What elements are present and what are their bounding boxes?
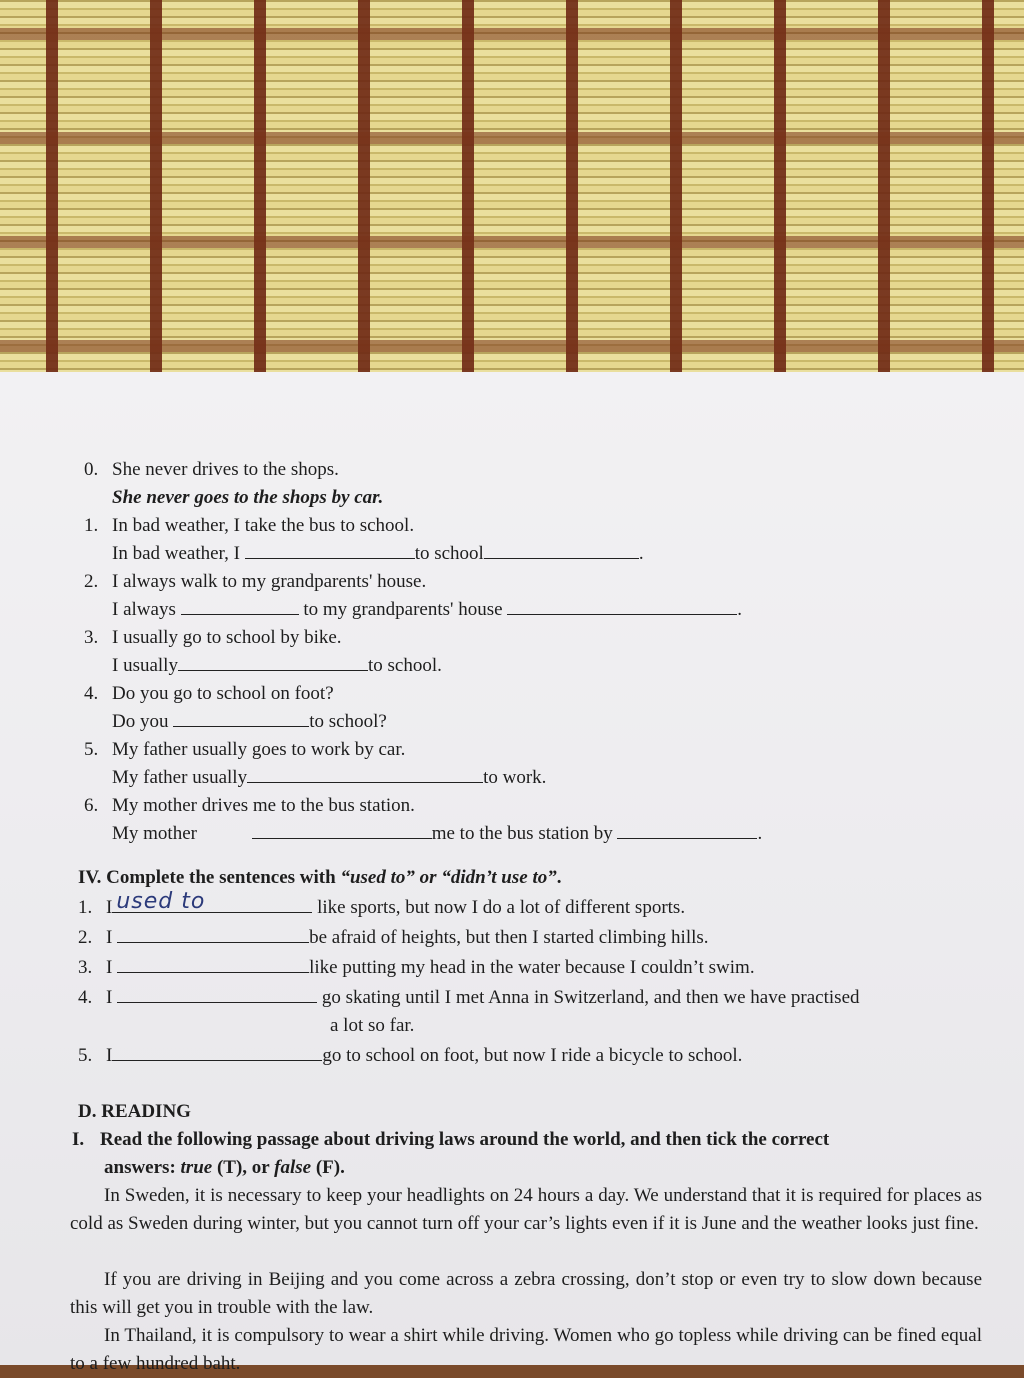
item-0-original: 0. She never drives to the shops.: [84, 459, 339, 480]
item-2-rewrite: I always to my grandparents' house .: [112, 596, 742, 624]
worksheet-page: [0, 372, 1024, 1374]
reading-paragraph-thailand: In Thailand, it is compulsory to wear a shirt while driving. Women who go topless while driving can be fined equal to a few hundred baht.: [70, 1325, 982, 1374]
iv-item-2: 2. I be afraid of heights, but then I started climbing hills.: [78, 924, 709, 952]
blank-1b[interactable]: [484, 540, 639, 559]
item-2-original: 2. I always walk to my grandparents' house.: [84, 571, 427, 592]
section-iv-heading: IV. Complete the sentences with “used to” or “didn’t use to”.: [78, 867, 562, 888]
reading-instruction-2: answers: true (T), or false (F).: [104, 1157, 345, 1178]
item-5-rewrite: My father usually to work.: [112, 764, 546, 792]
item-3-original: 3. I usually go to school by bike.: [84, 627, 342, 648]
iv-item-3: 3. I like putting my head in the water because I couldn’t swim.: [78, 954, 755, 982]
reading-paragraph-beijing: If you are driving in Beijing and you come across a zebra crossing, don’t stop or even try to slow down because this will get you in trouble with the law.: [70, 1269, 982, 1318]
blank-3[interactable]: [178, 652, 368, 671]
reading-instruction-1: I. Read the following passage about driving laws around the world, and then tick the correct: [72, 1129, 830, 1150]
iv-blank-4[interactable]: [117, 984, 317, 1003]
iv-item-4-cont: a lot so far.: [330, 1015, 415, 1036]
blank-1a[interactable]: [245, 540, 415, 559]
iv-item-1: 1. I used to like sports, but now I do a lot of different sports.: [78, 889, 686, 918]
item-4-rewrite: Do you to school?: [112, 708, 387, 736]
blank-4[interactable]: [173, 708, 309, 727]
item-1-rewrite: In bad weather, I to school .: [112, 540, 644, 568]
item-1-original: 1. In bad weather, I take the bus to school.: [84, 515, 415, 536]
iv-blank-5[interactable]: [112, 1042, 322, 1061]
blank-6a[interactable]: [252, 820, 432, 839]
iv-blank-3[interactable]: [117, 954, 309, 973]
blank-5[interactable]: [247, 764, 483, 783]
iv-blank-1[interactable]: [112, 889, 312, 914]
blank-2b[interactable]: [507, 596, 737, 615]
handwritten-answer: used to: [116, 889, 206, 914]
woven-mat-background: [0, 0, 1024, 400]
iv-item-5: 5. I go to school on foot, but now I ride a bicycle to school.: [78, 1042, 742, 1070]
blank-2a[interactable]: [181, 596, 299, 615]
reading-title: D. READING: [78, 1101, 191, 1122]
item-6-original: 6. My mother drives me to the bus station.: [84, 795, 415, 816]
iv-item-4: 4. I go skating until I met Anna in Switzerland, and then we have practised: [78, 984, 860, 1012]
item-4-original: 4. Do you go to school on foot?: [84, 683, 334, 704]
item-0-rewrite: She never goes to the shops by car.: [112, 487, 384, 508]
reading-paragraph-sweden: In Sweden, it is necessary to keep your headlights on 24 hours a day. We understand that it is required for places as cold as Sweden during winter, but you cannot turn off your car’s lights even if it is June and the weather looks just fine.: [70, 1185, 982, 1234]
item-5-original: 5. My father usually goes to work by car.: [84, 739, 406, 760]
item-3-rewrite: I usually to school.: [112, 652, 442, 680]
item-6-rewrite: My mother me to the bus station by .: [112, 820, 762, 848]
blank-6b[interactable]: [617, 820, 757, 839]
iv-blank-2[interactable]: [117, 924, 309, 943]
